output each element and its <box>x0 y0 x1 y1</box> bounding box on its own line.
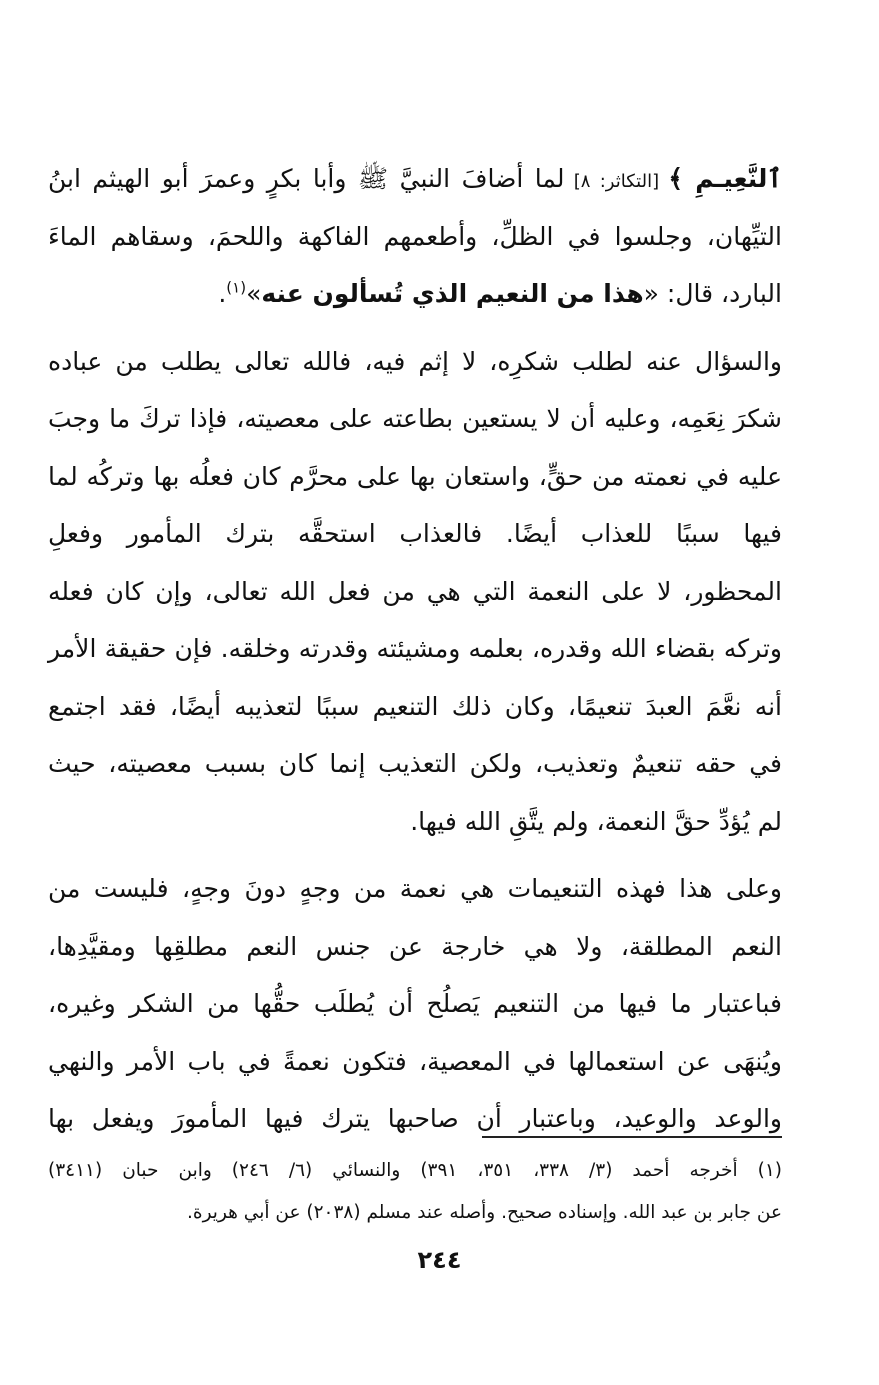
line-text: لما أضافَ النبيَّ ﷺ وأبا بكرٍ وعمرَ أبو الهيثم ابنُ <box>48 164 565 193</box>
text-line: النعم المطلقة، ولا هي خارجة عن جنس النعم مطلقِها ومقيَّدِها، <box>48 931 782 961</box>
text-line: في حقه تنعيمٌ وتعذيب، ولكن التعذيب إنما كان بسبب معصيته، حيث <box>48 749 782 778</box>
footnotes <box>48 1150 782 1234</box>
text-line <box>48 150 782 208</box>
main-text <box>48 150 782 1148</box>
quran-reference: [التكاثر: ٨] <box>564 171 669 192</box>
footnote-line: (١) أخرجه أحمد (٣/ ٣٣٨، ٣٥١، ٣٩١) والنسائي (٦/ ٢٤٦) وابن حبان (٣٤١١) <box>48 1160 782 1181</box>
paragraph-gap <box>48 850 782 860</box>
text-line: أنه نعَّمَ العبدَ تنعيمًا، وكان ذلك التنعيم سببًا لتعذيبه أيضًا، فقد اجتمع <box>48 691 782 721</box>
line-end: . <box>218 279 227 308</box>
paragraph-first-line: وعلى هذا فهذه التنعيمات هي نعمة من وجهٍ دونَ وجهٍ، فليست من <box>48 874 782 903</box>
footnote-line: عن جابر بن عبد الله. وإسناده صحيح. وأصله عند مسلم (٢٠٣٨) عن أبي هريرة. <box>187 1202 782 1223</box>
paragraph-first-line: والسؤال عنه لطلب شكرِه، لا إثم فيه، فالله تعالى يطلب من عباده <box>48 346 782 376</box>
text-line: ويُنهَى عن استعمالها في المعصية، فتكون نعمةً في باب الأمر والنهي <box>48 1046 782 1076</box>
hadith-quote: هذا من النعيم الذي تُسألون عنه <box>261 279 644 308</box>
footnote-separator <box>482 1136 782 1138</box>
line-text: البارد، قال: « <box>643 279 782 308</box>
text-line: شكرَ نِعَمِه، وعليه أن لا يستعين بطاعته على معصيته، فإذا تركَ ما وجبَ <box>48 404 782 433</box>
text-line: وتركه بقضاء الله وقدره، بعلمه ومشيئته وقدرته وخلقه. فإن حقيقة الأمر <box>48 634 782 663</box>
text-line <box>48 265 782 323</box>
text-line: فباعتبار ما فيها من التنعيم يَصلُح أن يُطلَب حقُّها من الشكر وغيره، <box>48 989 782 1018</box>
text-line: عليه في نعمته من حقٍّ، واستعان بها على محرَّم كان فعلُه بها وتركُه لما <box>48 461 782 491</box>
text-line: فيها سببًا للعذاب أيضًا. فالعذاب استحقَّه بترك المأمور وفعلِ <box>48 519 782 548</box>
quran-word: ٱلنَّعِيـمِ ﴾ <box>668 164 782 193</box>
quote-close: » <box>246 279 262 308</box>
footnote-marker: (١) <box>226 278 247 297</box>
text-line: المحظور، لا على النعمة التي هي من فعل الله تعالى، وإن كان فعله <box>48 576 782 606</box>
page-number: ٢٤٤ <box>417 1246 462 1274</box>
text-line: التيِّهان، وجلسوا في الظلِّ، وأطعمهم الفاكهة واللحمَ، وسقاهم الماءَ <box>48 221 782 251</box>
paragraph-last-line: لم يُؤدِّ حقَّ النعمة، ولم يتَّقِ الله فيها. <box>410 806 782 836</box>
text-line: والوعد والوعيد، وباعتبار أن صاحبها يترك فيها المأمورَ ويفعل بها <box>48 1104 782 1133</box>
paragraph-gap <box>48 323 782 333</box>
